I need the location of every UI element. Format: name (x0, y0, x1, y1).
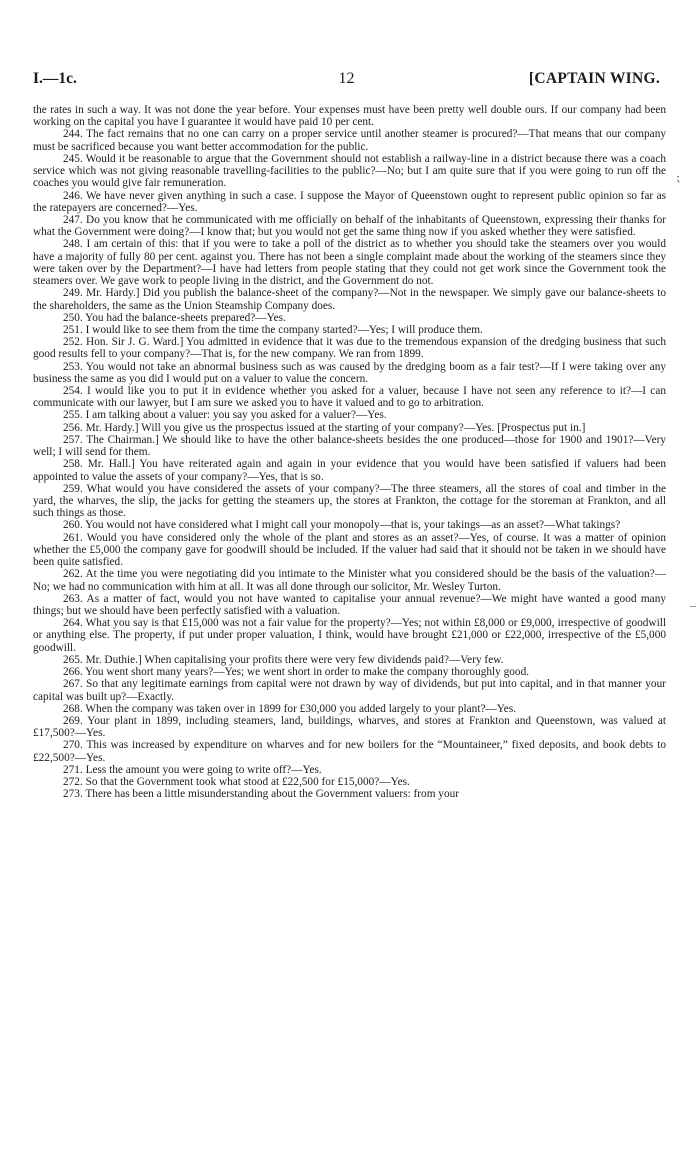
paragraph: 264. What you say is that £15,000 was not a fair value for the property?—Yes; not within £8,000 or £9,000, irrespective of goodwill or anything else. The property, if put under proper valuation, I think, would have brought £21,000 or £22,000, irrespective of the £5,000 goodwill. (33, 617, 666, 654)
paragraph: 248. I am certain of this: that if you were to take a poll of the district as to whether you should take the steamers over you would have a majority of fully 80 per cent. against you. There has not been a single complaint made about the working of the steamers since they were taken over by the Department?—I have had letters from people stating that they could not get work since the Government took the steamers over. We gave work to people living in the district, and the Government do not. (33, 238, 666, 288)
page-number: 12 (338, 70, 355, 87)
margin-mark-icon: ⁏ (676, 170, 681, 184)
paragraph: 252. Hon. Sir J. G. Ward.] You admitted in evidence that it was due to the tremendous expansion of the dredging business that such good results fell to your company?—That is, for the new company. We ran from 1899. (33, 336, 666, 361)
paragraph: the rates in such a way. It was not done the year before. Your expenses must have been pretty well double ours. If our company had been working on the capital you have I guarantee it would have paid 10 per cent. (33, 104, 666, 129)
paragraph: 261. Would you have considered only the whole of the plant and stores as an asset?—Yes, of course. It was a matter of opinion whether the £5,000 the company gave for goodwill should be included. If the valuer had said that it should not be taken in we should have been quite satisfied. (33, 531, 666, 569)
paragraph: 266. You went short many years?—Yes; we went short in order to make the company thoroughly good. (63, 666, 530, 679)
paragraph: 267. So that any legitimate earnings from capital were not drawn by way of dividends, but put into capital, and in that manner your capital was built up?—Exactly. (33, 678, 666, 703)
paragraph: 260. You would not have considered what I might call your monopoly—that is, your takings—as an asset?—What takings? (63, 519, 621, 532)
paragraph: 259. What would you have considered the assets of your company?—The three steamers, all the stores of coal and timber in the yard, the wharves, the slip, the jacks for getting the steamers up, the stores at Frankton, the cottage for the storeman at Frankton, and all such things as those. (33, 482, 666, 520)
paragraph: 268. When the company was taken over in 1899 for £30,000 you added largely to your plant?—Yes. (63, 702, 517, 715)
page-header (33, 70, 660, 92)
paragraph: 254. I would like you to put it in evidence whether you asked for a valuer, because I have not seen any reference to it?—I can communicate with our lawyer, but I am sure we asked you to have it valued and to go to arbitration. (33, 385, 666, 410)
paragraph: 246. We have never given anything in such a case. I suppose the Mayor of Queenstown ought to represent public opinion so far as the ratepayers are concerned?—Yes. (33, 189, 666, 214)
paragraph: 272. So that the Government took what stood at £22,500 for £15,000?—Yes. (63, 776, 410, 789)
paragraph: 245. Would it be reasonable to argue that the Government should not establish a railway-line in a district because there was a coach service which was not giving reasonable travelling-facilities to the public?—No; but I am quite sure that if you were going to run off the coaches you would give fair remuneration. (33, 152, 666, 190)
paragraph: 249. Mr. Hardy.] Did you publish the balance-sheet of the company?—Not in the newspaper. We simply gave our balance-sheets to the shareholders, the same as the Union Steamship Company does. (33, 287, 666, 312)
paragraph: 253. You would not take an abnormal business such as was caused by the dredging boom as a fair test?—If I were taking over any business the same as you did I would put on a valuer to value the concern. (33, 360, 666, 385)
document-body (33, 104, 666, 800)
paragraph: 265. Mr. Duthie.] When capitalising your profits there were very few dividends paid?—Very few. (63, 653, 504, 666)
paragraph: 256. Mr. Hardy.] Will you give us the prospectus issued at the starting of your company?—Yes. [Prospectus put in.] (63, 421, 586, 434)
paragraph: 270. This was increased by expenditure on wharves and for new boilers for the “Mountaineer,” fixed deposits, and book debts to £22,500?—Yes. (33, 739, 666, 764)
paragraph: 262. At the time you were negotiating did you intimate to the Minister what you considered should be the basis of the valuation?—No; we had no communication with him at all. It was all done through our solicitor, Mr. Wesley Turton. (33, 568, 666, 593)
paragraph: 257. The Chairman.] We should like to have the other balance-sheets besides the one produced—those for 1900 and 1901?—Very well; I will send for them. (33, 433, 666, 459)
paragraph: 263. As a matter of fact, would you not have wanted to capitalise your annual revenue?—We might have wanted a good many things; but we should have been perfectly satisfied with a valuation. (33, 592, 666, 617)
paragraph: 247. Do you know that he communicated with me officially on behalf of the inhabitants of Queenstown, expressing their thanks for what the Government were doing?—I know that; but you would not get the same thing now if you asked whether they were satisfied. (33, 213, 666, 239)
paragraph: 258. Mr. Hall.] You have reiterated again and again in your evidence that you would have been satisfied if valuers had been appointed to value the assets of your company?—Yes, that is so. (33, 458, 666, 483)
paragraph: 271. Less the amount you were going to write off?—Yes. (63, 763, 322, 776)
paragraph: 250. You had the balance-sheets prepared?—Yes. (63, 311, 286, 324)
paragraph: 255. I am talking about a valuer: you say you asked for a valuer?—Yes. (63, 409, 387, 422)
paragraph: 273. There has been a little misunderstanding about the Government valuers: from your (63, 788, 460, 801)
header-witness: [CAPTAIN WING. (528, 70, 660, 87)
header-reference: I.—1c. (33, 70, 77, 87)
margin-dash-icon: – (690, 598, 696, 612)
paragraph: 244. The fact remains that no one can carry on a proper service until another steamer is procured?—That means that our company must be sacrificed because you want better accommodation for the public. (33, 128, 666, 153)
paragraph: 269. Your plant in 1899, including steamers, land, buildings, wharves, and stores at Frankton and Queenstown, was valued at £17,500?—Yes. (33, 714, 666, 740)
paragraph: 251. I would like to see them from the time the company started?—Yes; I will produce them. (63, 323, 483, 336)
